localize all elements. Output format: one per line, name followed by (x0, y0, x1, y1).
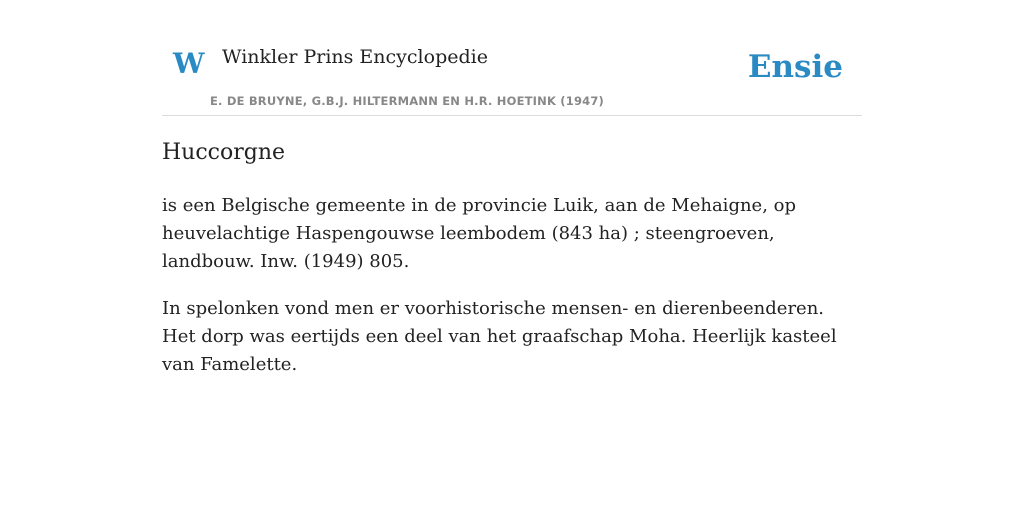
entry-paragraph: is een Belgische gemeente in de provincie Luik, aan de Mehaigne, op heuvelachtige Haspengouwse leembodem (843 ha) ; steengroeven, landbouw. Inw. (1949) 805. (162, 195, 797, 272)
source-header (162, 0, 862, 116)
entry-body (162, 192, 862, 398)
page (162, 0, 862, 375)
source-title[interactable]: Winkler Prins Encyclopedie (222, 46, 488, 68)
source-logo[interactable]: W (173, 47, 205, 80)
source-authors: E. DE BRUYNE, G.B.J. HILTERMANN EN H.R. HOETINK (1947) (210, 94, 605, 108)
brand-logo[interactable]: Ensie (747, 49, 843, 85)
entry-paragraph: In spelonken vond men er voorhistorische mensen- en dierenbeenderen. Het dorp was eertijds een deel van het graafschap Moha. Heerlijk kasteel van Famelette. (162, 298, 837, 375)
entry-title: Huccorgne (162, 140, 286, 165)
